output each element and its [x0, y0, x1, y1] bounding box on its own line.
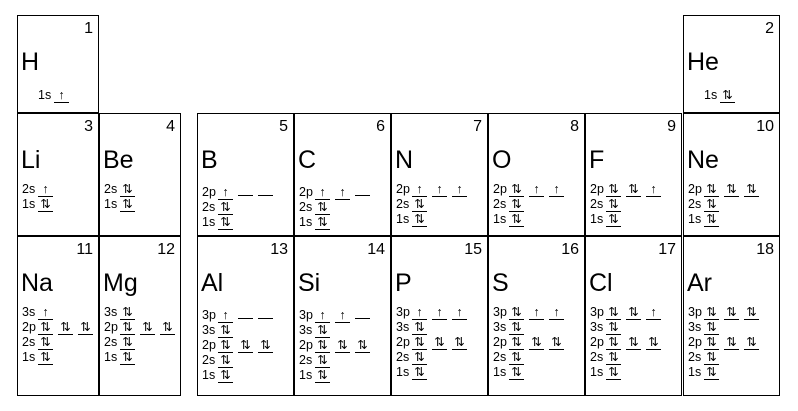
orbital-row — [493, 350, 569, 365]
element-cell-n — [391, 113, 488, 236]
orbital-label: 2s — [202, 353, 216, 367]
orbital-row — [396, 212, 472, 227]
orbital-diagram — [22, 305, 98, 365]
element-cell-f — [585, 113, 682, 236]
element-symbol: Be — [103, 146, 134, 174]
electron-box: ⇅ — [704, 213, 719, 227]
atomic-number: 18 — [756, 241, 774, 258]
orbital-row — [590, 350, 666, 365]
orbital-row — [104, 197, 140, 212]
orbital-label: 2p — [688, 335, 702, 349]
element-symbol: Al — [201, 269, 224, 297]
electron-box: ↑ — [452, 183, 467, 197]
element-cell-h — [17, 15, 99, 113]
electron-box: ↑ — [54, 89, 69, 103]
electron-box: ⇅ — [509, 198, 524, 212]
electron-box: ↑ — [529, 183, 544, 197]
electron-box: ⇅ — [724, 183, 739, 197]
orbital-row — [299, 305, 375, 323]
element-cell-s — [488, 236, 585, 396]
electron-box: ⇅ — [704, 198, 719, 212]
orbital-row — [590, 305, 666, 320]
electron-box: ↑ — [412, 306, 427, 320]
electron-box: ↑ — [452, 306, 467, 320]
electron-box: ⇅ — [744, 183, 759, 197]
orbital-label: 3s — [22, 305, 36, 319]
electron-box: ⇅ — [509, 321, 524, 335]
element-cell-mg — [99, 236, 181, 396]
orbital-row — [202, 323, 278, 338]
electron-box: ↑ — [218, 186, 233, 200]
orbital-label: 2s — [22, 335, 36, 349]
electron-box: ↑ — [549, 183, 564, 197]
orbital-row — [396, 335, 472, 350]
element-cell-ar — [683, 236, 780, 396]
orbital-label: 2s — [396, 197, 410, 211]
orbital-diagram — [688, 305, 764, 380]
electron-box: ⇅ — [606, 351, 621, 365]
electron-box: ⇅ — [606, 183, 621, 197]
orbital-label: 2s — [493, 197, 507, 211]
orbital-label: 2s — [299, 353, 313, 367]
electron-box — [238, 182, 253, 196]
electron-box: ⇅ — [412, 198, 427, 212]
electron-box: ⇅ — [315, 324, 330, 338]
electron-box: ⇅ — [238, 339, 253, 353]
electron-box: ⇅ — [38, 198, 53, 212]
orbital-diagram — [493, 305, 569, 380]
electron-box: ⇅ — [509, 336, 524, 350]
orbital-row — [493, 335, 569, 350]
orbital-label: 1s — [704, 88, 718, 102]
electron-box: ⇅ — [160, 321, 175, 335]
atomic-number: 16 — [561, 241, 579, 258]
orbital-row — [688, 335, 764, 350]
orbital-label: 1s — [202, 215, 216, 229]
element-symbol: P — [395, 269, 412, 297]
element-cell-he — [683, 15, 780, 113]
electron-box: ⇅ — [509, 213, 524, 227]
atomic-number: 2 — [765, 20, 774, 37]
electron-box: ⇅ — [58, 321, 73, 335]
orbital-label: 1s — [202, 368, 216, 382]
orbital-diagram — [22, 182, 58, 212]
element-cell-c — [294, 113, 391, 236]
orbital-label: 1s — [590, 365, 604, 379]
electron-box: ⇅ — [218, 369, 233, 383]
electron-box: ↑ — [412, 183, 427, 197]
orbital-row — [688, 365, 764, 380]
orbital-row — [22, 197, 58, 212]
element-symbol: C — [298, 146, 317, 174]
orbital-row — [396, 350, 472, 365]
electron-box: ⇅ — [452, 336, 467, 350]
orbital-label: 1s — [38, 88, 52, 102]
orbital-row — [590, 182, 666, 197]
orbital-label: 2p — [590, 335, 604, 349]
orbital-row — [396, 197, 472, 212]
element-symbol: O — [492, 146, 512, 174]
orbital-row — [688, 305, 764, 320]
orbital-label: 3s — [104, 305, 118, 319]
orbital-label: 2p — [104, 320, 118, 334]
orbital-row — [22, 182, 58, 197]
electron-box: ↑ — [549, 306, 564, 320]
orbital-label: 1s — [22, 350, 36, 364]
atomic-number: 3 — [84, 118, 93, 135]
electron-box: ⇅ — [412, 351, 427, 365]
orbital-label: 2p — [202, 338, 216, 352]
electron-box: ⇅ — [704, 321, 719, 335]
element-symbol: Mg — [103, 269, 138, 297]
orbital-label: 2p — [493, 335, 507, 349]
orbital-diagram — [104, 182, 140, 212]
orbital-label: 1s — [396, 212, 410, 226]
electron-box: ⇅ — [606, 306, 621, 320]
orbital-row — [493, 305, 569, 320]
orbital-label: 2p — [590, 182, 604, 196]
orbital-row — [590, 212, 666, 227]
orbital-row — [202, 338, 278, 353]
electron-box: ⇅ — [78, 321, 93, 335]
orbital-row — [688, 197, 764, 212]
electron-box: ⇅ — [140, 321, 155, 335]
element-symbol: Na — [21, 269, 53, 297]
orbital-row — [396, 182, 472, 197]
orbital-row — [590, 335, 666, 350]
orbital-row — [688, 182, 764, 197]
orbital-label: 3s — [590, 320, 604, 334]
atomic-number: 13 — [270, 241, 288, 258]
element-cell-ne — [683, 113, 780, 236]
element-cell-be — [99, 113, 181, 236]
orbital-row — [202, 368, 278, 383]
electron-box: ⇅ — [606, 213, 621, 227]
orbital-label: 3s — [493, 320, 507, 334]
orbital-label: 2s — [590, 197, 604, 211]
electron-box — [238, 305, 253, 319]
electron-box: ↑ — [335, 309, 350, 323]
atomic-number: 14 — [367, 241, 385, 258]
orbital-row — [590, 320, 666, 335]
orbital-row — [396, 320, 472, 335]
atomic-number: 5 — [279, 118, 288, 135]
orbital-label: 2p — [493, 182, 507, 196]
orbital-row — [22, 335, 98, 350]
orbital-diagram — [688, 182, 764, 227]
orbital-label: 2s — [590, 350, 604, 364]
electron-box — [258, 305, 273, 319]
electron-box: ↑ — [315, 186, 330, 200]
orbital-row — [299, 215, 375, 230]
atomic-number: 8 — [570, 118, 579, 135]
orbital-label: 2s — [688, 350, 702, 364]
electron-box: ⇅ — [315, 201, 330, 215]
orbital-label: 1s — [22, 197, 36, 211]
orbital-row — [590, 365, 666, 380]
electron-box: ⇅ — [315, 369, 330, 383]
orbital-row — [590, 197, 666, 212]
electron-box: ⇅ — [335, 339, 350, 353]
orbital-label: 1s — [493, 212, 507, 226]
element-symbol: Ar — [687, 269, 712, 297]
electron-box: ⇅ — [315, 354, 330, 368]
element-cell-al — [197, 236, 294, 396]
electron-box: ⇅ — [315, 339, 330, 353]
electron-box: ⇅ — [120, 336, 135, 350]
atomic-number: 11 — [76, 241, 93, 258]
orbital-row — [299, 338, 375, 353]
orbital-label: 2p — [299, 338, 313, 352]
electron-box: ↑ — [646, 183, 661, 197]
orbital-label: 2p — [202, 185, 216, 199]
electron-box: ⇅ — [626, 336, 641, 350]
electron-box: ⇅ — [646, 336, 661, 350]
electron-box: ↑ — [38, 183, 53, 197]
orbital-row — [202, 215, 278, 230]
orbital-label: 1s — [104, 350, 118, 364]
orbital-label: 2s — [396, 350, 410, 364]
orbital-label: 2p — [688, 182, 702, 196]
electron-box: ⇅ — [549, 336, 564, 350]
orbital-diagram — [38, 88, 74, 103]
electron-box: ⇅ — [509, 366, 524, 380]
element-symbol: Si — [298, 269, 321, 297]
orbital-diagram — [396, 305, 472, 380]
orbital-row — [704, 88, 740, 103]
electron-box: ⇅ — [626, 306, 641, 320]
electron-box: ⇅ — [606, 366, 621, 380]
electron-box: ⇅ — [704, 306, 719, 320]
orbital-row — [688, 350, 764, 365]
orbital-label: 2p — [396, 182, 410, 196]
orbital-diagram — [202, 305, 278, 383]
electron-box — [355, 182, 370, 196]
orbital-row — [299, 368, 375, 383]
orbital-diagram — [299, 182, 375, 230]
orbital-label: 2s — [493, 350, 507, 364]
electron-box: ⇅ — [38, 351, 53, 365]
atomic-number: 1 — [84, 20, 93, 37]
electron-box: ↑ — [529, 306, 544, 320]
orbital-label: 1s — [299, 215, 313, 229]
atomic-number: 10 — [756, 118, 774, 135]
element-cell-si — [294, 236, 391, 396]
element-cell-b — [197, 113, 294, 236]
orbital-row — [299, 200, 375, 215]
atomic-number: 7 — [473, 118, 482, 135]
electron-box — [258, 182, 273, 196]
orbital-label: 2s — [104, 335, 118, 349]
atomic-number: 15 — [464, 241, 482, 258]
electron-box: ⇅ — [218, 324, 233, 338]
orbital-diagram — [299, 305, 375, 383]
element-cell-na — [17, 236, 99, 396]
orbital-row — [202, 353, 278, 368]
orbital-label: 3p — [299, 308, 313, 322]
electron-box: ⇅ — [724, 336, 739, 350]
orbital-diagram — [704, 88, 740, 103]
element-symbol: F — [589, 146, 605, 174]
electron-box: ↑ — [432, 183, 447, 197]
orbital-label: 3s — [688, 320, 702, 334]
orbital-row — [396, 305, 472, 320]
electron-box: ⇅ — [412, 366, 427, 380]
orbital-label: 1s — [688, 365, 702, 379]
orbital-row — [22, 350, 98, 365]
orbital-label: 3s — [299, 323, 313, 337]
orbital-label: 2s — [202, 200, 216, 214]
electron-box: ⇅ — [120, 351, 135, 365]
orbital-label: 3p — [590, 305, 604, 319]
orbital-label: 2p — [22, 320, 36, 334]
electron-box: ⇅ — [38, 321, 53, 335]
orbital-row — [396, 365, 472, 380]
orbital-row — [104, 305, 180, 320]
electron-box: ⇅ — [432, 336, 447, 350]
electron-box: ⇅ — [218, 339, 233, 353]
electron-box: ⇅ — [704, 183, 719, 197]
orbital-label: 1s — [688, 212, 702, 226]
orbital-row — [202, 182, 278, 200]
electron-box: ⇅ — [509, 306, 524, 320]
orbital-row — [299, 323, 375, 338]
orbital-row — [299, 182, 375, 200]
orbital-label: 2s — [22, 182, 36, 196]
orbital-diagram — [590, 305, 666, 380]
electron-box: ⇅ — [606, 336, 621, 350]
electron-box: ↑ — [335, 186, 350, 200]
orbital-label: 1s — [104, 197, 118, 211]
atomic-number: 17 — [658, 241, 676, 258]
electron-box: ⇅ — [120, 306, 135, 320]
orbital-label: 1s — [590, 212, 604, 226]
orbital-row — [493, 320, 569, 335]
orbital-row — [202, 305, 278, 323]
electron-box: ⇅ — [412, 213, 427, 227]
orbital-label: 3s — [202, 323, 216, 337]
electron-box: ⇅ — [258, 339, 273, 353]
atomic-number: 4 — [166, 118, 175, 135]
electron-box: ⇅ — [724, 306, 739, 320]
electron-box: ↑ — [315, 309, 330, 323]
orbital-row — [299, 353, 375, 368]
electron-box: ⇅ — [315, 216, 330, 230]
orbital-label: 1s — [493, 365, 507, 379]
electron-box: ↑ — [432, 306, 447, 320]
orbital-diagram — [396, 182, 472, 227]
element-cell-cl — [585, 236, 682, 396]
orbital-row — [104, 335, 180, 350]
element-symbol: N — [395, 146, 414, 174]
orbital-label: 1s — [396, 365, 410, 379]
orbital-row — [493, 365, 569, 380]
electron-box: ⇅ — [720, 89, 735, 103]
orbital-label: 2s — [299, 200, 313, 214]
orbital-label: 2p — [299, 185, 313, 199]
orbital-label: 3p — [493, 305, 507, 319]
element-symbol: Ne — [687, 146, 719, 174]
element-cell-li — [17, 113, 99, 236]
electron-box: ⇅ — [704, 351, 719, 365]
electron-box: ⇅ — [412, 336, 427, 350]
atomic-number: 9 — [667, 118, 676, 135]
orbital-label: 3p — [396, 305, 410, 319]
orbital-row — [688, 320, 764, 335]
element-cell-p — [391, 236, 488, 396]
orbital-row — [38, 88, 74, 103]
electron-box: ⇅ — [744, 306, 759, 320]
orbital-row — [22, 305, 98, 320]
orbital-row — [493, 212, 569, 227]
electron-box: ⇅ — [218, 216, 233, 230]
electron-box: ⇅ — [509, 183, 524, 197]
electron-box: ⇅ — [704, 366, 719, 380]
electron-box: ⇅ — [529, 336, 544, 350]
element-symbol: Cl — [589, 269, 613, 297]
atomic-number: 6 — [376, 118, 385, 135]
orbital-diagram — [590, 182, 666, 227]
orbital-row — [202, 200, 278, 215]
electron-box: ⇅ — [626, 183, 641, 197]
orbital-label: 1s — [299, 368, 313, 382]
element-symbol: H — [21, 48, 40, 76]
electron-box: ⇅ — [38, 336, 53, 350]
element-cell-o — [488, 113, 585, 236]
electron-box: ↑ — [646, 306, 661, 320]
electron-box: ⇅ — [120, 198, 135, 212]
orbital-row — [104, 182, 140, 197]
element-symbol: S — [492, 269, 509, 297]
orbital-row — [493, 182, 569, 197]
electron-box: ⇅ — [120, 183, 135, 197]
electron-box: ⇅ — [744, 336, 759, 350]
orbital-label: 2s — [104, 182, 118, 196]
orbital-label: 3s — [396, 320, 410, 334]
electron-box: ⇅ — [412, 321, 427, 335]
orbital-row — [688, 212, 764, 227]
electron-box: ⇅ — [509, 351, 524, 365]
orbital-label: 2s — [688, 197, 702, 211]
electron-box: ⇅ — [606, 321, 621, 335]
electron-box: ⇅ — [606, 198, 621, 212]
orbital-diagram — [104, 305, 180, 365]
orbital-label: 3p — [688, 305, 702, 319]
element-symbol: He — [687, 48, 719, 76]
orbital-label: 3p — [202, 308, 216, 322]
electron-box — [355, 305, 370, 319]
orbital-label: 2p — [396, 335, 410, 349]
electron-box: ⇅ — [218, 354, 233, 368]
orbital-diagram — [202, 182, 278, 230]
element-symbol: Li — [21, 146, 41, 174]
orbital-row — [22, 320, 98, 335]
electron-box: ⇅ — [120, 321, 135, 335]
orbital-diagram — [493, 182, 569, 227]
orbital-row — [104, 320, 180, 335]
electron-box: ↑ — [218, 309, 233, 323]
electron-box: ⇅ — [704, 336, 719, 350]
electron-box: ⇅ — [218, 201, 233, 215]
orbital-row — [493, 197, 569, 212]
electron-box: ↑ — [38, 306, 53, 320]
electron-box: ⇅ — [355, 339, 370, 353]
atomic-number: 12 — [157, 241, 175, 258]
element-symbol: B — [201, 146, 218, 174]
orbital-row — [104, 350, 180, 365]
